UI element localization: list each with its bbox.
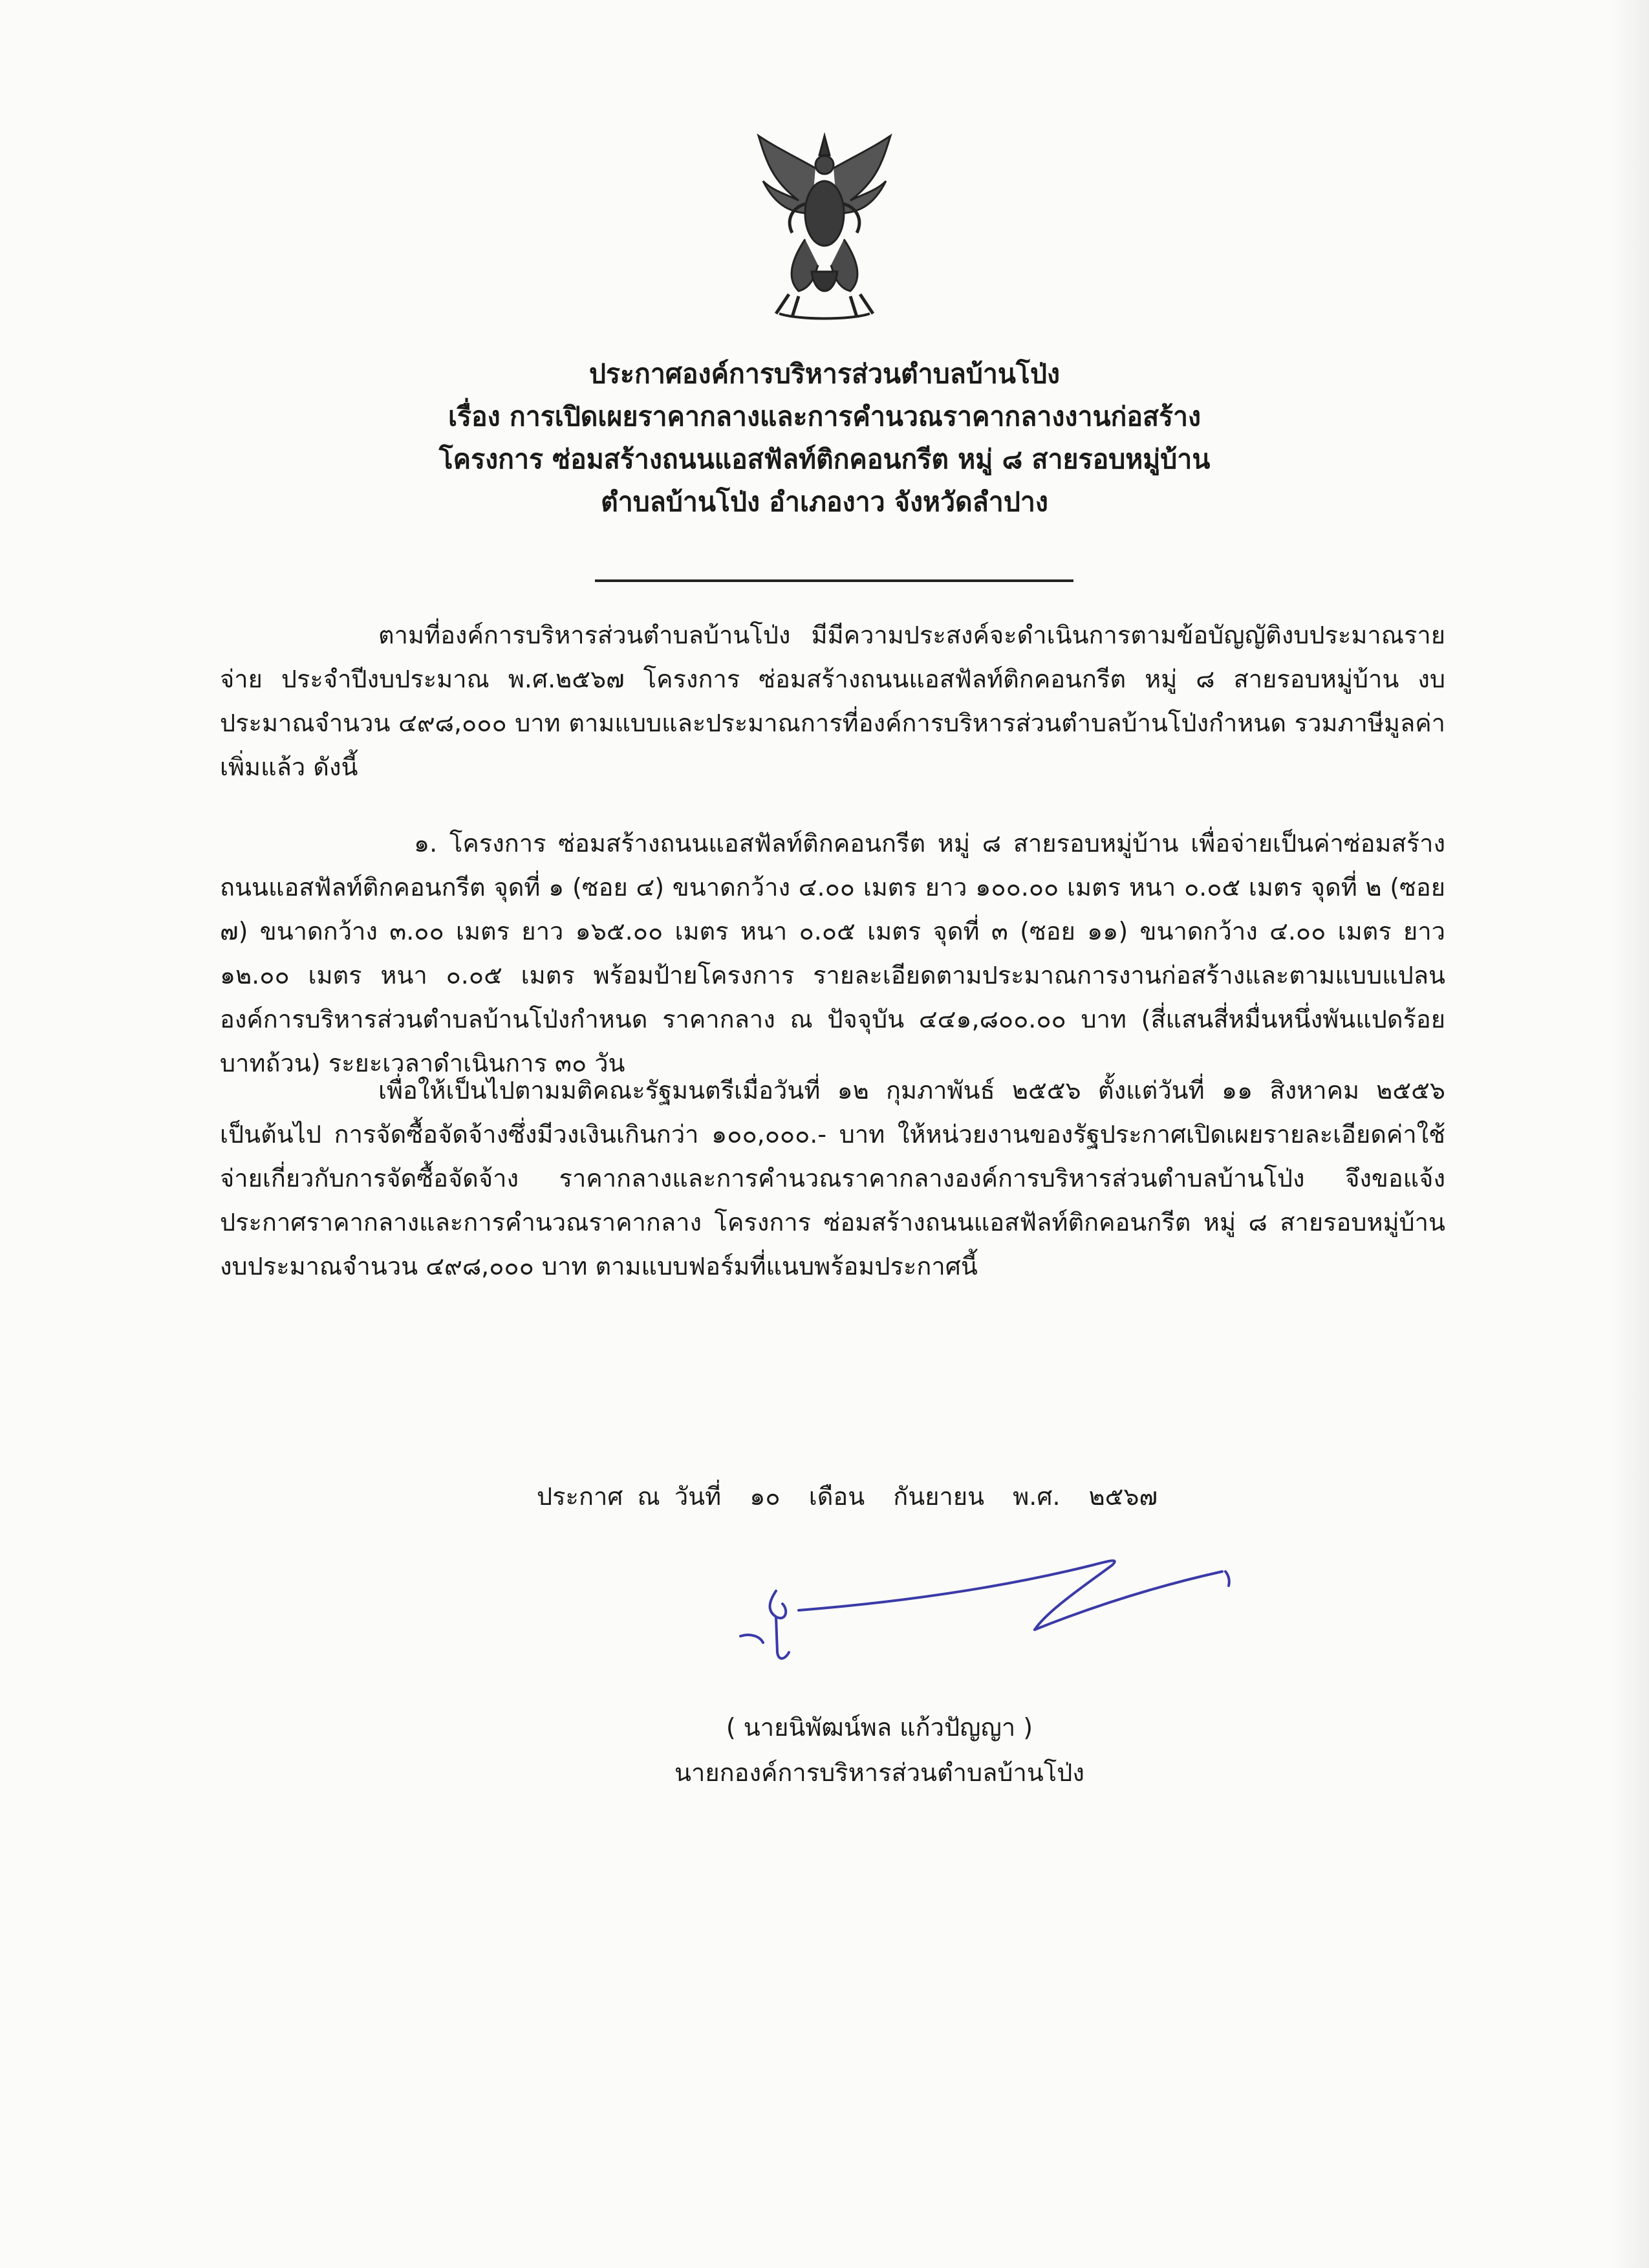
- announcement-date: [537, 1476, 1172, 1516]
- garuda-emblem-icon: [753, 129, 896, 323]
- header-line-4: ตำบลบ้านโป่ง อำเภองาว จังหวัดลำปาง: [601, 486, 1048, 517]
- header-line-1: ประกาศองค์การบริหารส่วนตำบลบ้านโป่ง: [588, 358, 1060, 389]
- date-day: ๑๐: [749, 1482, 781, 1511]
- header-line-2: เรื่อง การเปิดเผยราคากลางและการคำนวณราคากลางงานก่อสร้าง: [447, 401, 1202, 432]
- paragraph-2-text: ๑. โครงการ ซ่อมสร้างถนนแอสฟัลท์ติกคอนกรีต หมู่ ๘ สายรอบหมู่บ้าน เพื่อจ่ายเป็นค่าซ่อมสร้างถนนแอสฟัลท์ติกคอนกรีต จุดที่ ๑ (ซอย ๔) ขนาดกว้าง ๔.๐๐ เมตร ยาว ๑๐๐.๐๐ เมตร หนา ๐.๐๕ เมตร จุดที่ ๒ (ซอย ๗) ขนาดกว้าง ๓.๐๐ เมตร ยาว ๑๖๕.๐๐ เมตร หนา ๐.๐๕ เมตร จุดที่ ๓ (ซอย ๑๑) ขนาดกว้าง ๔.๐๐ เมตร ยาว ๑๒.๐๐ เมตร หนา ๐.๐๕ เมตร พร้อมป้ายโครงการ รายละเอียดตามประมาณการงานก่อสร้างและตามแบบแปลนองค์การบริหารส่วนตำบลบ้านโป่งกำหนด ราคากลาง ณ ปัจจุบัน ๔๔๑,๘๐๐.๐๐ บาท (สี่แสนสี่หมื่นหนึ่งพันแปดร้อยบาทถ้วน) ระยะเวลาดำเนินการ ๓๐ วัน: [220, 829, 1445, 1077]
- signatory-title: นายกองค์การบริหารส่วนตำบลบ้านโป่ง: [674, 1758, 1084, 1787]
- body-paragraph-3: [220, 1068, 1445, 1288]
- handwritten-signature: [724, 1539, 1242, 1669]
- header-divider: [595, 579, 1073, 582]
- paragraph-3-text: เพื่อให้เป็นไปตามมติคณะรัฐมนตรีเมื่อวันที่ ๑๒ กุมภาพันธ์ ๒๕๕๖ ตั้งแต่วันที่ ๑๑ สิงหาคม ๒๕๕๖ เป็นต้นไป การจัดซื้อจัดจ้างซึ่งมีวงเงินเกินกว่า ๑๐๐,๐๐๐.- บาท ให้หน่วยงานของรัฐประกาศเปิดเผยรายละเอียดค่าใช้จ่ายเกี่ยวกับการจัดซื้อจัดจ้าง ราคากลางและการคำนวณราคากลางองค์การบริหารส่วนตำบลบ้านโป่ง จึงขอแจ้งประกาศราคากลางและการคำนวณราคากลาง โครงการ ซ่อมสร้างถนนแอสฟัลท์ติกคอนกรีต หมู่ ๘ สายรอบหมู่บ้าน งบประมาณจำนวน ๔๙๘,๐๐๐ บาท ตามแบบฟอร์มที่แนบพร้อมประกาศนี้: [220, 1076, 1445, 1280]
- header-line-3: โครงการ ซ่อมสร้างถนนแอสฟัลท์ติกคอนกรีต หมู่ ๘ สายรอบหมู่บ้าน: [438, 444, 1211, 475]
- paragraph-1-text: ตามที่องค์การบริหารส่วนตำบลบ้านโป่ง มีมีความประสงค์จะดำเนินการตามข้อบัญญัติงบประมาณรายจ่าย ประจำปีงบประมาณ พ.ศ.๒๕๖๗ โครงการ ซ่อมสร้างถนนแอสฟัลท์ติกคอนกรีต หมู่ ๘ สายรอบหมู่บ้าน งบประมาณจำนวน ๔๙๘,๐๐๐ บาท ตามแบบและประมาณการที่องค์การบริหารส่วนตำบลบ้านโป่งกำหนด รวมภาษีมูลค่าเพิ่มแล้ว ดังนี้: [220, 621, 1445, 781]
- date-month: กันยายน: [893, 1482, 985, 1511]
- scan-edge-shadow: [1610, 0, 1649, 2268]
- document-header: [194, 352, 1455, 523]
- date-prefix: ประกาศ ณ วันที่: [537, 1482, 722, 1511]
- date-month-label: เดือน: [808, 1482, 865, 1511]
- date-year-label: พ.ศ.: [1013, 1482, 1061, 1511]
- signatory-name: ( นายนิพัฒน์พล แก้วปัญญา ): [726, 1713, 1033, 1742]
- date-year: ๒๕๖๗: [1088, 1482, 1158, 1511]
- body-paragraph-1: [220, 613, 1445, 789]
- body-paragraph-2: [220, 821, 1445, 1085]
